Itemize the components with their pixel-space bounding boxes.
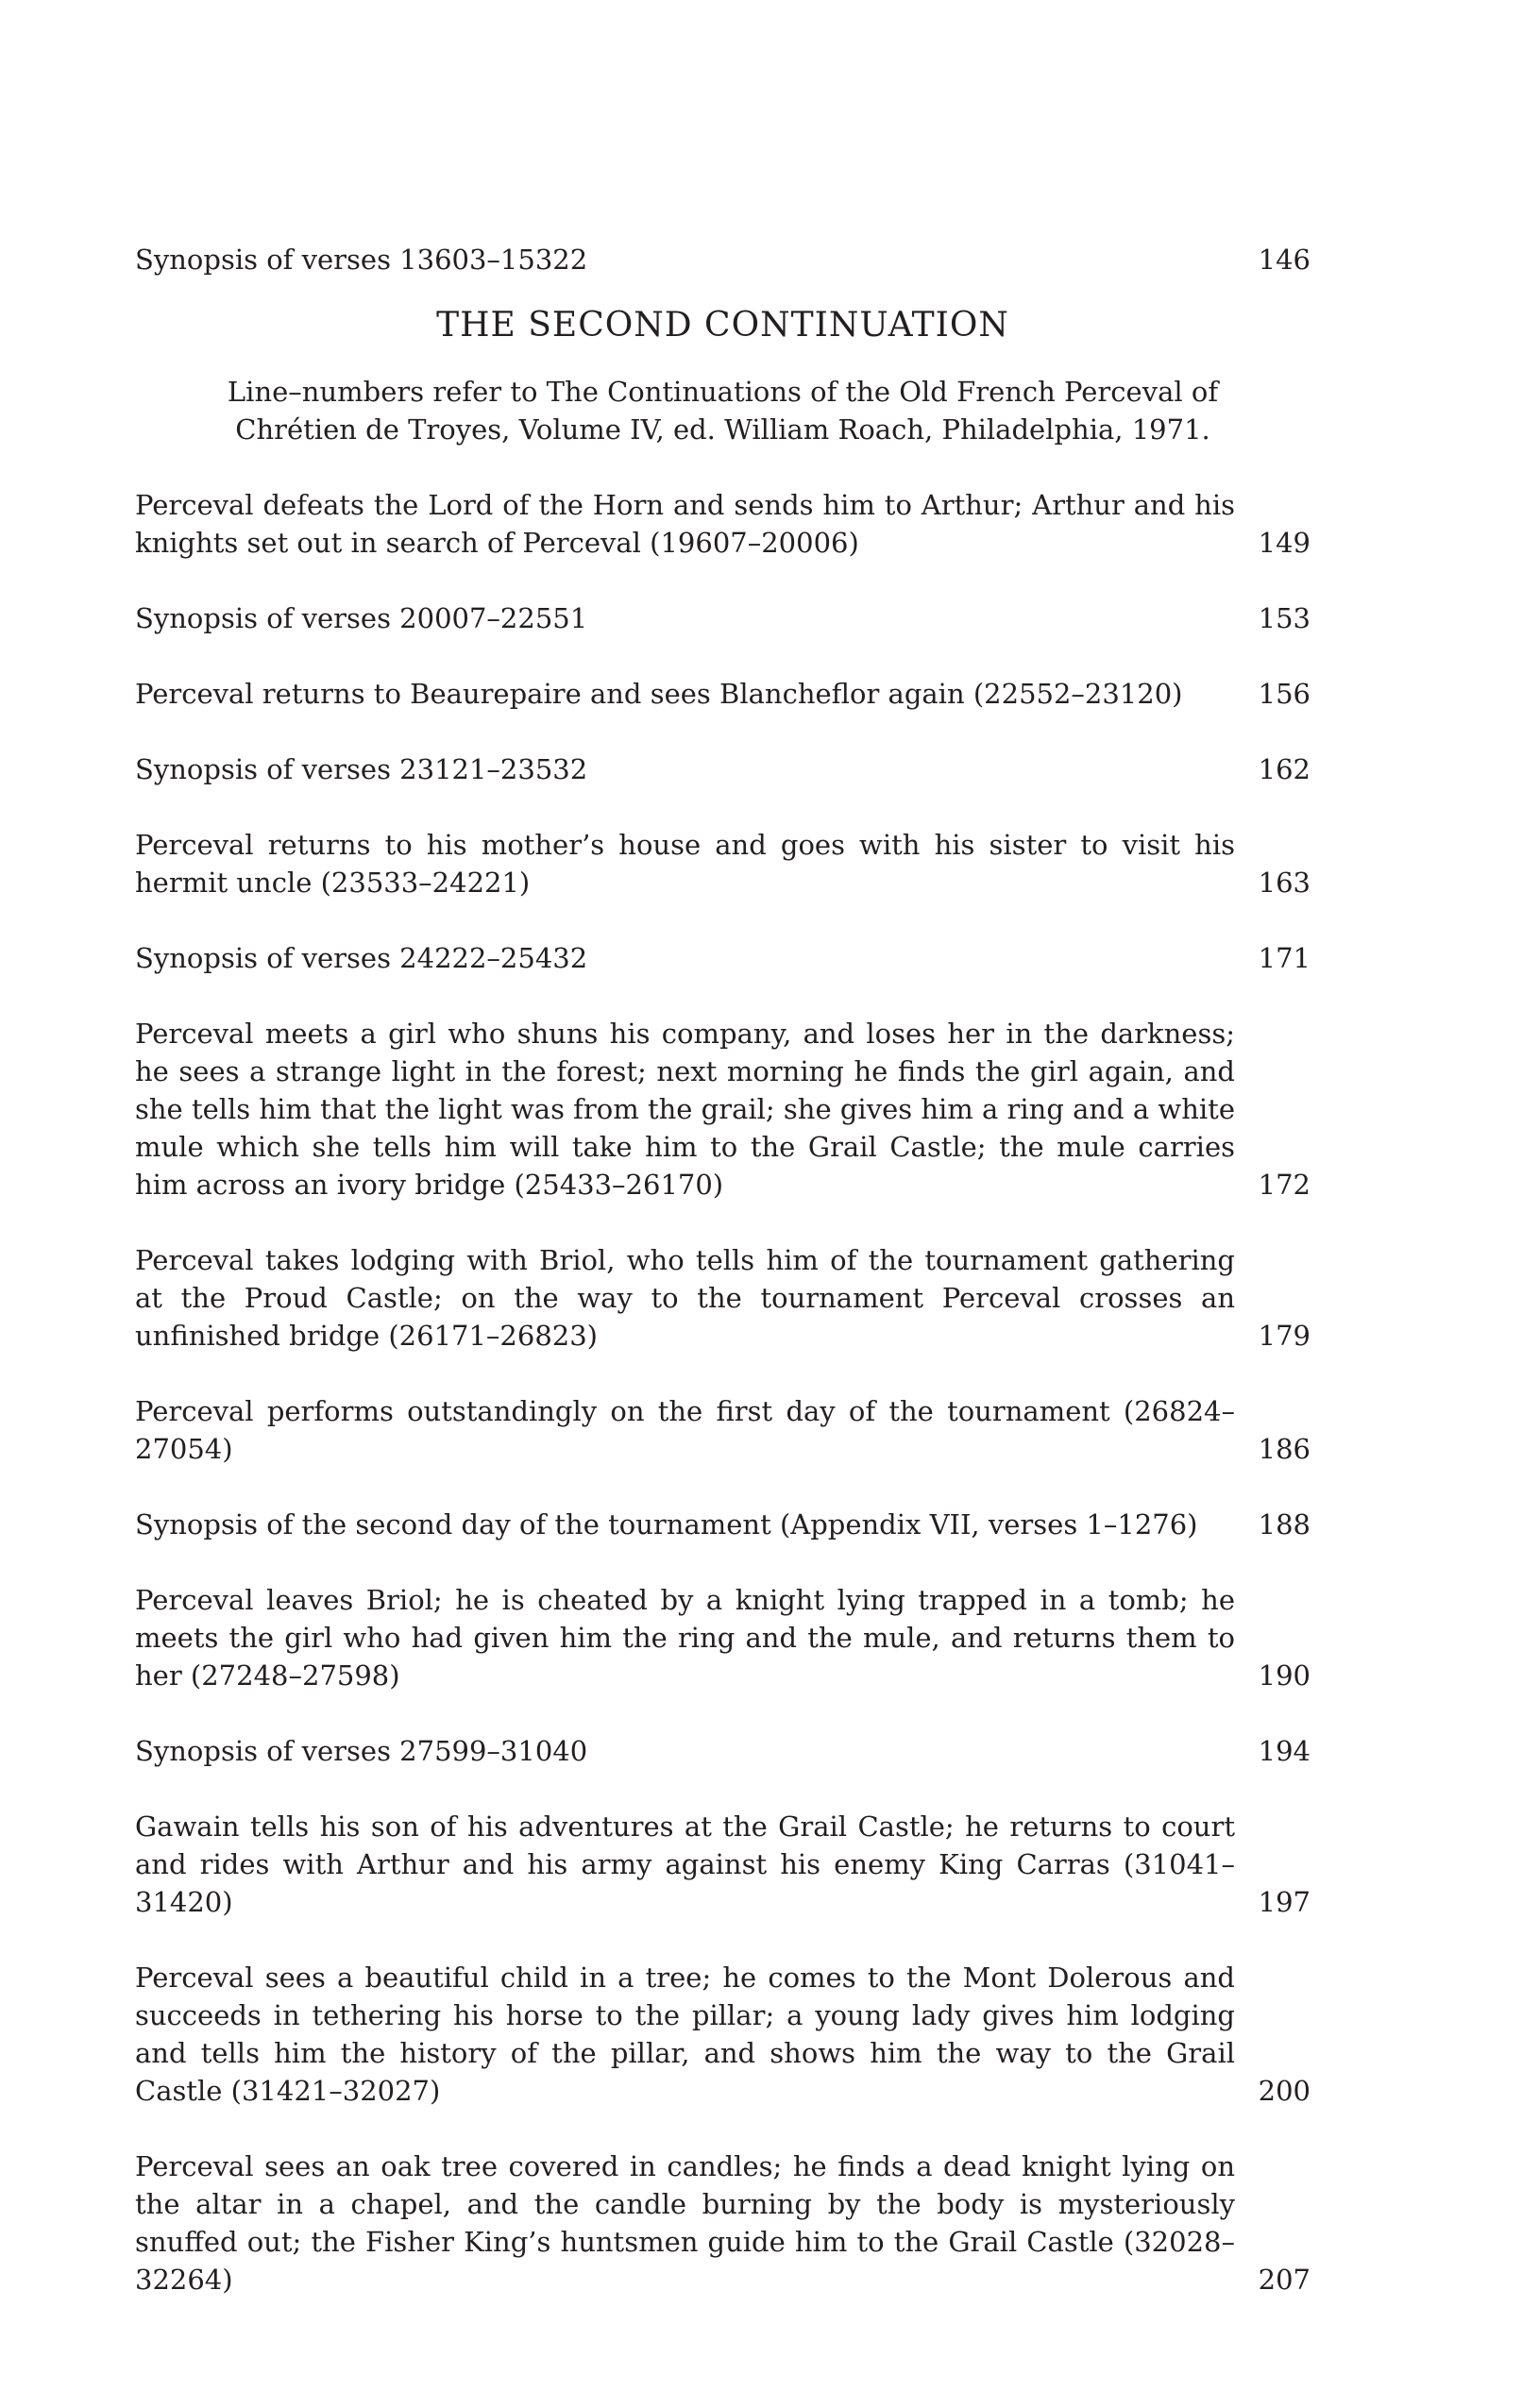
toc-entry-text: Synopsis of verses 13603–15322	[135, 244, 588, 276]
toc-entry-page: 163	[1258, 867, 1311, 899]
toc-entry-text: Synopsis of verses 24222–25432	[135, 942, 588, 974]
toc-entry	[135, 1506, 1311, 1543]
toc-entry-page: 200	[1258, 2075, 1311, 2107]
toc-entry-text: Perceval returns to his mother’s house and goes with his sister to visit his hermit uncle (23533–24221)	[135, 829, 1235, 899]
toc-entry-page: 162	[1258, 753, 1311, 785]
toc-entry-page: 156	[1258, 678, 1311, 710]
toc-entry-text: Perceval sees a beautiful child in a tree; he comes to the Mont Dolerous and succeeds in tethering his horse to the pillar; a young lady gives him lodging and tells him the history of the pillar, and shows him the way to the Grail Castle (31421–32027)	[135, 1962, 1235, 2107]
toc-entry-page: 197	[1258, 1886, 1311, 1918]
toc-entry-text: Perceval takes lodging with Briol, who tells him of the tournament gathering at the Proud Castle; on the way to the tournament Perceval crosses an unfinished bridge (26171–26823)	[135, 1244, 1235, 1352]
contents-page	[135, 241, 1311, 2299]
toc-entry-text: Synopsis of verses 23121–23532	[135, 753, 588, 785]
toc-entry	[135, 1959, 1311, 2110]
toc-entry	[135, 826, 1311, 901]
toc-entry-page: 146	[1258, 244, 1311, 276]
toc-entry-text: Perceval leaves Briol; he is cheated by a knight lying trapped in a tomb; he meets the girl who had given him the ring and the mule, and returns them to her (27248–27598)	[135, 1584, 1235, 1692]
toc-entry-page: 172	[1258, 1169, 1311, 1201]
toc-entry-page: 153	[1258, 602, 1311, 634]
toc-entry-text: Synopsis of verses 27599–31040	[135, 1735, 588, 1767]
toc-entry	[135, 2147, 1311, 2299]
toc-entry	[135, 1241, 1311, 1355]
section-note: Line–numbers refer to The Continuations of the Old French Perceval of Chrétien de Troyes, Volume IV, ed. William Roach, Philadelphia, 1971.	[227, 376, 1219, 446]
toc-entry-page: 194	[1258, 1735, 1311, 1767]
toc-entry	[135, 939, 1311, 977]
toc-entry	[135, 1581, 1311, 1694]
toc-entry	[135, 241, 1311, 278]
toc-entry-page: 149	[1258, 527, 1311, 559]
toc-entry-text: Synopsis of the second day of the tournament (Appendix VII, verses 1–1276)	[135, 1508, 1198, 1541]
toc-entry-text: Perceval meets a girl who shuns his company, and loses her in the darkness; he sees a strange light in the forest; next morning he finds the girl again, and she tells him that the light was from the grail; she gives him a ring and a white mule which she tells him will take him to the Grail Castle; the mule carries him across an ivory bridge (25433–26170)	[135, 1018, 1235, 1201]
toc-entry-text: Perceval defeats the Lord of the Horn and sends him to Arthur; Arthur and his knights set out in search of Perceval (19607–20006)	[135, 489, 1235, 559]
toc-entry	[135, 1392, 1311, 1468]
toc-entry-text: Perceval performs outstandingly on the first day of the tournament (26824–27054)	[135, 1395, 1235, 1465]
toc-entry-page: 186	[1258, 1433, 1311, 1465]
toc-entry-page: 188	[1258, 1508, 1311, 1541]
toc-entry-text: Gawain tells his son of his adventures at the Grail Castle; he returns to court and rides with Arthur and his army against his enemy King Carras (31041–31420)	[135, 1810, 1235, 1918]
toc-entry	[135, 675, 1311, 713]
toc-entry-text: Synopsis of verses 20007–22551	[135, 602, 588, 634]
toc-entry	[135, 486, 1311, 562]
toc-entry	[135, 1808, 1311, 1921]
toc-entry	[135, 599, 1311, 637]
toc-entry-page: 190	[1258, 1659, 1311, 1692]
toc-entry-text: Perceval returns to Beaurepaire and sees Blancheflor again (22552–23120)	[135, 678, 1183, 710]
toc-entry-page: 171	[1258, 942, 1311, 974]
section-title: THE SECOND CONTINUATION	[436, 306, 1009, 345]
toc-entry-page: 179	[1258, 1320, 1311, 1352]
toc-entry	[135, 750, 1311, 788]
toc-entry	[135, 1732, 1311, 1770]
toc-entry-page: 207	[1258, 2264, 1311, 2296]
toc-entry	[135, 1015, 1311, 1204]
toc-list	[135, 486, 1311, 2299]
toc-entry-text: Perceval sees an oak tree covered in candles; he finds a dead knight lying on the altar in a chapel, and the candle burning by the body is mysteriously snuffed out; the Fisher King’s huntsmen guide him to the Grail Castle (32028–32264)	[135, 2150, 1235, 2296]
